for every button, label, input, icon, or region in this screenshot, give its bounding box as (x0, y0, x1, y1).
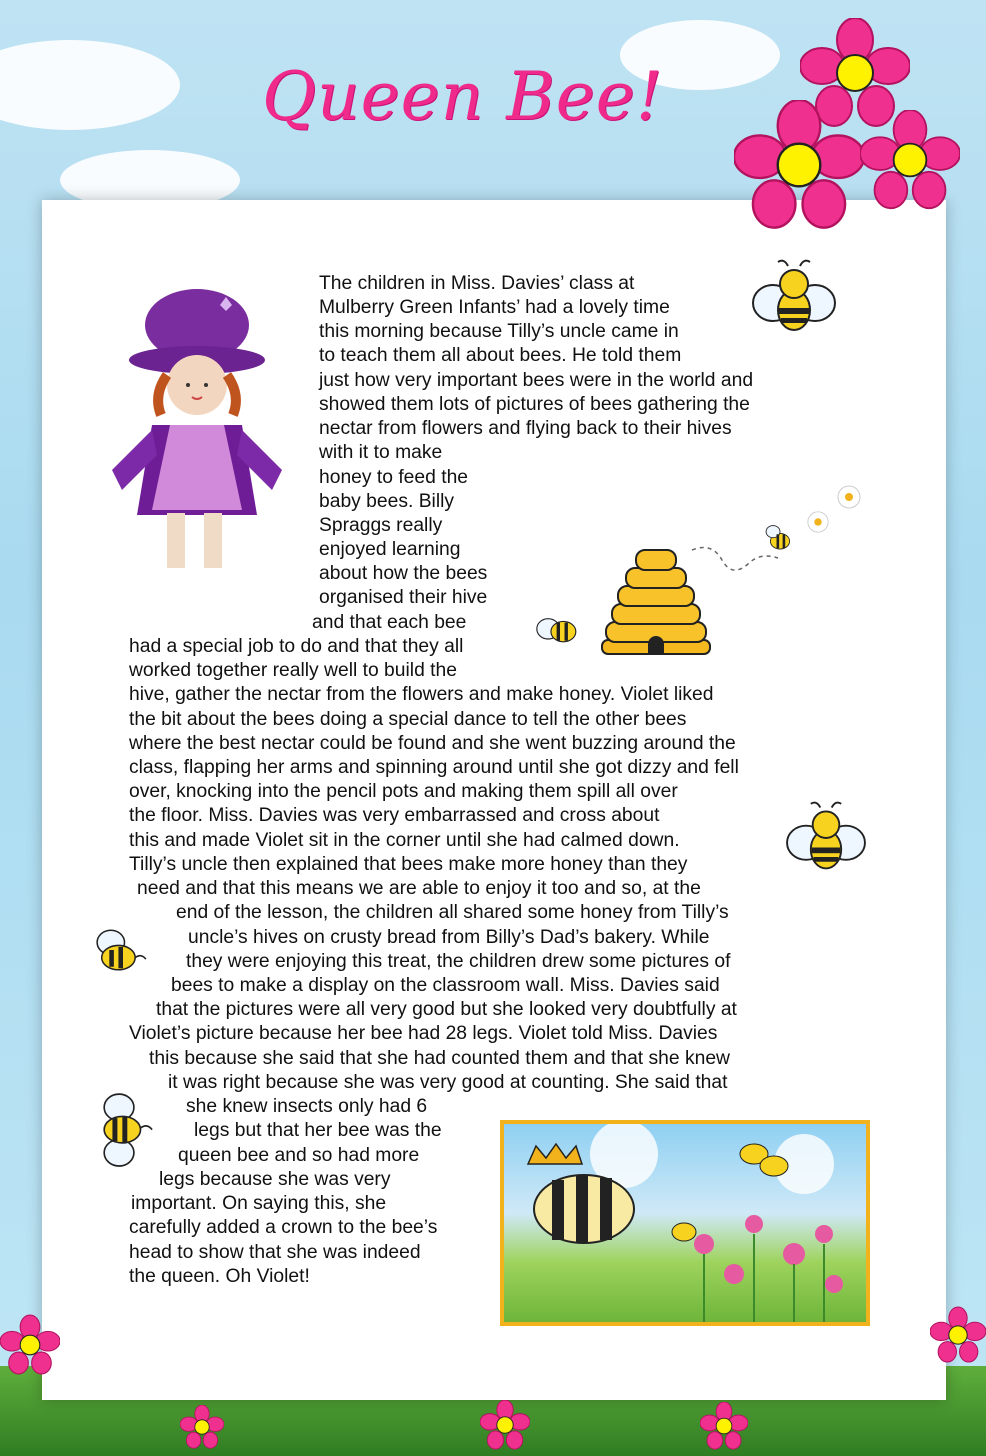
story-line: honey to feed the (319, 467, 469, 488)
bee-icon (88, 915, 158, 985)
story-line: the bit about the bees doing a special dance to tell the other bees (129, 709, 687, 730)
bee-icon (748, 258, 840, 338)
story-line: where the best nectar could be found and she went buzzing around the (129, 733, 736, 754)
story-line: this and made Violet sit in the corner until she had calmed down. (129, 830, 680, 851)
story-line: just how very important bees were in the world and (319, 370, 754, 391)
flower-icon (180, 1405, 224, 1449)
page-title: Queen Bee! (262, 58, 664, 135)
story-line: enjoyed learning (319, 539, 461, 560)
story-line: important. On saying this, she (131, 1193, 387, 1214)
story-line: bees to make a display on the classroom wall. Miss. Davies said (171, 975, 720, 996)
story-line: to teach them all about bees. He told them (319, 345, 682, 366)
flower-icon (0, 1310, 60, 1380)
daisy-icon (836, 484, 862, 510)
bee-icon (782, 800, 870, 876)
cloud (0, 40, 180, 130)
story-line: legs because she was very (159, 1169, 391, 1190)
story-line: that the pictures were all very good but she looked very doubtfully at (156, 999, 737, 1020)
story-line: the queen. Oh Violet! (129, 1266, 310, 1287)
story-line: over, knocking into the pencil pots and making them spill all over (129, 781, 678, 802)
story-line: uncle’s hives on crusty bread from Billy’s Dad’s bakery. While (188, 927, 710, 948)
story-line: worked together really well to build the (129, 660, 457, 681)
story-line: the floor. Miss. Davies was very embarrassed and cross about (129, 805, 660, 826)
story-line: organised their hive (319, 587, 488, 608)
flight-path (690, 540, 780, 580)
story-line: legs but that her bee was the (194, 1120, 442, 1141)
story-line: Spraggs really (319, 515, 443, 536)
story-line: Violet’s picture because her bee had 28 legs. Violet told Miss. Davies (129, 1023, 718, 1044)
story-line: this morning because Tilly’s uncle came in (319, 321, 679, 342)
doll-image (92, 285, 292, 585)
story-line: hive, gather the nectar from the flowers and make honey. Violet liked (129, 684, 714, 705)
story-line: carefully added a crown to the bee’s (129, 1217, 438, 1238)
bee-drawing-image (500, 1120, 870, 1326)
story-line: Mulberry Green Infants’ had a lovely time (319, 297, 670, 318)
flower-icon (930, 1300, 986, 1370)
story-line: The children in Miss. Davies’ class at (319, 273, 635, 294)
bee-icon (86, 1085, 162, 1171)
story-line: about how the bees (319, 563, 488, 584)
story-line: she knew insects only had 6 (186, 1096, 428, 1117)
story-line: queen bee and so had more (178, 1145, 420, 1166)
story-line: had a special job to do and that they all (129, 636, 464, 657)
story-line: with it to make (319, 442, 443, 463)
bee-icon (534, 603, 586, 649)
story-line: showed them lots of pictures of bees gathering the (319, 394, 750, 415)
story-line: they were enjoying this treat, the children drew some pictures of (186, 951, 731, 972)
story-line: end of the lesson, the children all shared some honey from Tilly’s (176, 902, 729, 923)
flower-icon (860, 110, 960, 210)
flower-icon (734, 100, 864, 230)
story-line: Tilly’s uncle then explained that bees make more honey than they (129, 854, 688, 875)
story-line: and that each bee (312, 612, 467, 633)
flower-icon (480, 1400, 530, 1450)
story-line: baby bees. Billy (319, 491, 455, 512)
story-line: it was right because she was very good at counting. She said that (168, 1072, 728, 1093)
flower-icon (700, 1402, 748, 1450)
story-line: nectar from flowers and flying back to their hives (319, 418, 732, 439)
story-line: this because she said that she had counted them and that she knew (149, 1048, 730, 1069)
story-line: head to show that she was indeed (129, 1242, 421, 1263)
story-line: class, flapping her arms and spinning around until she got dizzy and fell (129, 757, 739, 778)
daisy-icon (806, 510, 830, 534)
story-line: need and that this means we are able to enjoy it too and so, at the (137, 878, 701, 899)
